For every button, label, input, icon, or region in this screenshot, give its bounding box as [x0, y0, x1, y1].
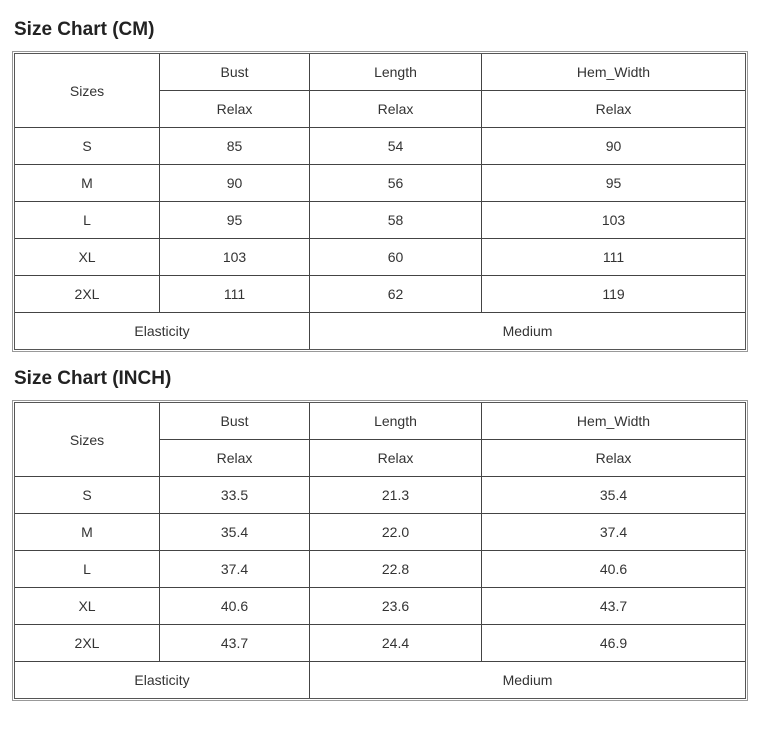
- bust-cell: 40.6: [160, 588, 310, 625]
- bust-cell: 85: [160, 128, 310, 165]
- hem-width-cell: 43.7: [482, 588, 745, 625]
- hem-width-cell: 46.9: [482, 625, 745, 662]
- length-cell: 22.0: [310, 514, 482, 551]
- hem-width-cell: 37.4: [482, 514, 745, 551]
- table-footer-row: [15, 313, 745, 349]
- table-row: [15, 276, 745, 313]
- bust-cell: 90: [160, 165, 310, 202]
- size-chart-cm-title: Size Chart (CM): [14, 19, 155, 40]
- sizes-header: Sizes: [15, 54, 160, 128]
- elasticity-value: Medium: [502, 672, 553, 688]
- table-row: [15, 128, 745, 165]
- table-row: [15, 239, 745, 276]
- column-header-length: Length: [310, 403, 482, 440]
- table-row: [15, 514, 745, 551]
- column-header-hem-width: Hem_Width: [482, 54, 745, 91]
- fit-label-hem-width: Relax: [482, 91, 745, 128]
- fit-label-hem-width: Relax: [482, 440, 745, 477]
- hem-width-cell: 90: [482, 128, 745, 165]
- table-row: [15, 202, 745, 239]
- column-header-length: Length: [310, 54, 482, 91]
- table-footer-row: [15, 662, 745, 698]
- hem-width-cell: 119: [482, 276, 745, 313]
- length-cell: 54: [310, 128, 482, 165]
- elasticity-label: Elasticity: [15, 313, 310, 349]
- hem-width-cell: 103: [482, 202, 745, 239]
- size-cell: M: [15, 165, 160, 202]
- bust-cell: 35.4: [160, 514, 310, 551]
- size-cell: M: [15, 514, 160, 551]
- fit-label-length: Relax: [310, 91, 482, 128]
- column-header-bust: Bust: [160, 54, 310, 91]
- size-cell: L: [15, 202, 160, 239]
- hem-width-cell: 111: [482, 239, 745, 276]
- column-header-bust: Bust: [160, 403, 310, 440]
- size-chart-inch-table: [14, 402, 746, 699]
- length-cell: 62: [310, 276, 482, 313]
- bust-cell: 33.5: [160, 477, 310, 514]
- length-cell: 22.8: [310, 551, 482, 588]
- elasticity-label: Elasticity: [15, 662, 310, 698]
- table-row: [15, 165, 745, 202]
- size-cell: S: [15, 128, 160, 165]
- length-cell: 23.6: [310, 588, 482, 625]
- length-cell: 58: [310, 202, 482, 239]
- length-cell: 24.4: [310, 625, 482, 662]
- table-header-row: [15, 403, 745, 440]
- column-header-hem-width: Hem_Width: [482, 403, 745, 440]
- table-row: [15, 625, 745, 662]
- size-chart-inch-title: Size Chart (INCH): [14, 368, 172, 389]
- fit-label-length: Relax: [310, 440, 482, 477]
- table-header-row: [15, 54, 745, 91]
- size-cell: L: [15, 551, 160, 588]
- size-chart-cm-table: [14, 53, 746, 350]
- hem-width-cell: 35.4: [482, 477, 745, 514]
- hem-width-cell: 95: [482, 165, 745, 202]
- size-cell: XL: [15, 588, 160, 625]
- size-cell: S: [15, 477, 160, 514]
- size-cell: 2XL: [15, 276, 160, 313]
- length-cell: 21.3: [310, 477, 482, 514]
- table-row: [15, 551, 745, 588]
- bust-cell: 103: [160, 239, 310, 276]
- bust-cell: 111: [160, 276, 310, 313]
- length-cell: 60: [310, 239, 482, 276]
- table-row: [15, 477, 745, 514]
- hem-width-cell: 40.6: [482, 551, 745, 588]
- size-cell: 2XL: [15, 625, 160, 662]
- bust-cell: 95: [160, 202, 310, 239]
- fit-label-bust: Relax: [160, 440, 310, 477]
- length-cell: 56: [310, 165, 482, 202]
- bust-cell: 43.7: [160, 625, 310, 662]
- bust-cell: 37.4: [160, 551, 310, 588]
- sizes-header: Sizes: [15, 403, 160, 477]
- size-cell: XL: [15, 239, 160, 276]
- table-row: [15, 588, 745, 625]
- elasticity-value: Medium: [502, 323, 553, 339]
- fit-label-bust: Relax: [160, 91, 310, 128]
